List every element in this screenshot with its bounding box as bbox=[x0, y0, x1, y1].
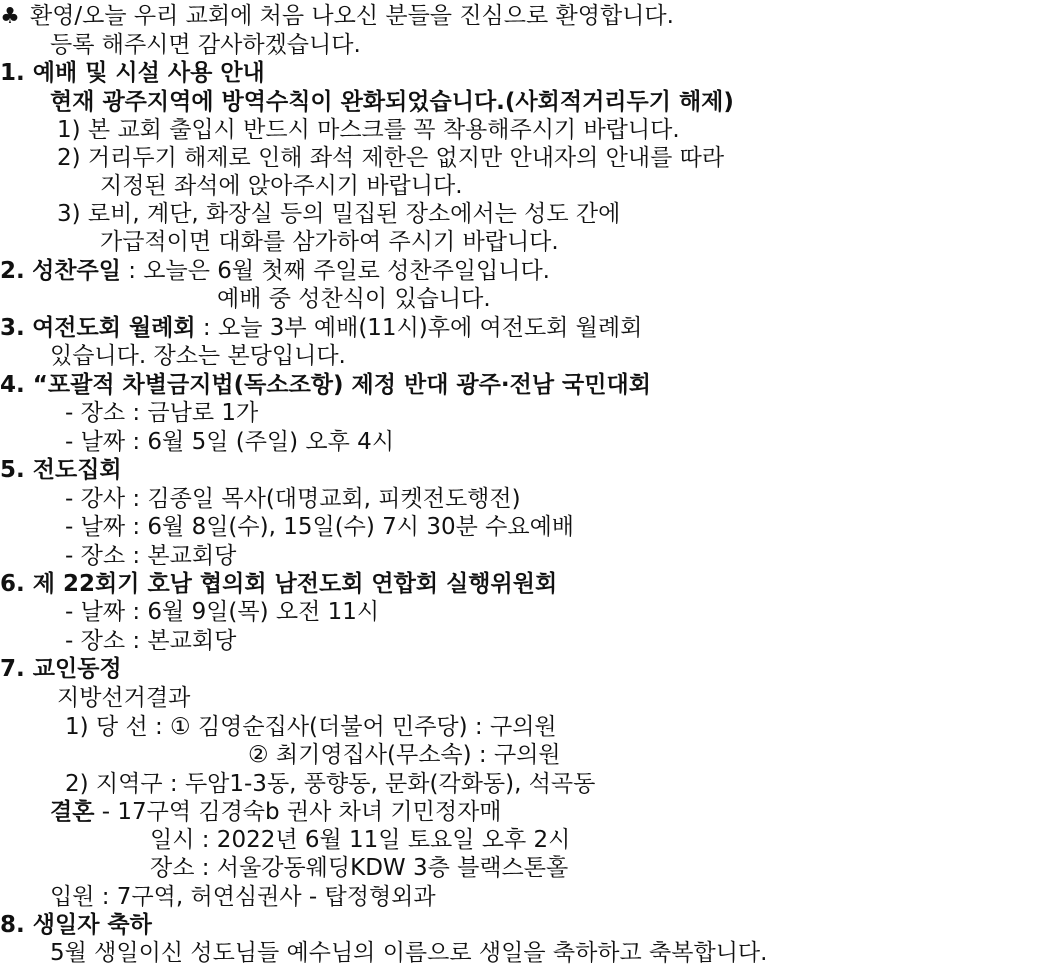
wedding-place: 장소 : 서울강동웨딩KDW 3층 블랙스톤홀 bbox=[150, 855, 569, 881]
section-number: 8. bbox=[0, 912, 25, 938]
wedding-label: 결혼 bbox=[50, 799, 95, 825]
section-title: 여전도회 월례회 bbox=[32, 315, 196, 341]
section-title: “포괄적 차별금지법(독소조항) 제정 반대 광주·전남 국민대회 bbox=[32, 372, 651, 398]
section-3-text: 있습니다. 장소는 본당입니다. bbox=[50, 343, 346, 369]
section-title: 성찬주일 bbox=[32, 258, 121, 284]
election-title: 지방선거결과 bbox=[57, 685, 191, 711]
section-5-heading bbox=[0, 456, 122, 485]
section-6-place: - 장소 : 본교회당 bbox=[65, 628, 237, 654]
section-5-date: - 날짜 : 6월 8일(수), 15일(수) 7시 30분 수요예배 bbox=[65, 514, 575, 540]
section-text: : 오늘 3부 예배(11시)후에 여전도회 월례회 bbox=[195, 315, 643, 341]
section-5-place: - 장소 : 본교회당 bbox=[65, 543, 237, 569]
elected-line-1: 1) 당 선 : ① 김영순집사(더불어 민주당) : 구의원 bbox=[65, 714, 557, 740]
section-title: 생일자 축하 bbox=[32, 912, 152, 938]
section-1-item-3: 3) 로비, 계단, 화장실 등의 밀집된 장소에서는 성도 간에 bbox=[57, 201, 621, 227]
district-line: 2) 지역구 : 두암1-3동, 풍향동, 문화(각화동), 석곡동 bbox=[65, 771, 596, 797]
elected-line-2: ② 최기영집사(무소속) : 구의원 bbox=[248, 742, 561, 768]
section-number: 7. bbox=[0, 656, 25, 682]
registration-line: 등록 해주시면 감사하겠습니다. bbox=[50, 32, 361, 58]
section-4-heading bbox=[0, 371, 651, 400]
section-2-text: 예배 중 성찬식이 있습니다. bbox=[217, 286, 491, 312]
club-icon: ♣ bbox=[0, 4, 20, 29]
wedding-text: - 17구역 김경숙b 권사 차녀 기민정자매 bbox=[94, 799, 502, 825]
section-7-heading bbox=[0, 655, 122, 684]
section-number: 5. bbox=[0, 457, 25, 483]
section-4-place: - 장소 : 금남로 1가 bbox=[65, 400, 259, 426]
section-6-heading bbox=[0, 570, 557, 599]
section-number: 1. bbox=[0, 60, 25, 86]
section-title: 교인동정 bbox=[32, 656, 122, 682]
wedding-date: 일시 : 2022년 6월 11일 토요일 오후 2시 bbox=[150, 827, 571, 853]
section-1-subtitle: 현재 광주지역에 방역수칙이 완화되었습니다.(사회적거리두기 해제) bbox=[50, 89, 734, 115]
section-1-item-2: 2) 거리두기 해제로 인해 좌석 제한은 없지만 안내자의 안내를 따라 bbox=[57, 145, 725, 171]
section-title: 전도집회 bbox=[32, 457, 122, 483]
section-2-heading bbox=[0, 257, 550, 286]
section-title: 제 22회기 호남 협의회 남전도회 연합회 실행위원회 bbox=[32, 571, 558, 597]
hospital-line: 입원 : 7구역, 허연심권사 - 탑정형외과 bbox=[50, 884, 436, 910]
section-5-speaker: - 강사 : 김종일 목사(대명교회, 피켓전도행전) bbox=[65, 486, 521, 512]
section-3-heading bbox=[0, 314, 642, 343]
wedding-line bbox=[50, 798, 502, 827]
section-1-item-2-cont: 지정된 좌석에 앉아주시기 바랍니다. bbox=[100, 173, 463, 199]
section-8-heading bbox=[0, 911, 152, 940]
welcome-text: 환영/오늘 우리 교회에 처음 나오신 분들을 진심으로 환영합니다. bbox=[30, 3, 674, 29]
section-1-item-3-cont: 가급적이면 대화를 삼가하여 주시기 바랍니다. bbox=[100, 229, 559, 255]
section-title: 예배 및 시설 사용 안내 bbox=[32, 60, 265, 86]
section-text: : 오늘은 6월 첫째 주일로 성찬주일입니다. bbox=[120, 258, 550, 284]
section-1-item-1: 1) 본 교회 출입시 반드시 마스크를 꼭 착용해주시기 바랍니다. bbox=[57, 117, 680, 143]
section-1-heading bbox=[0, 59, 265, 88]
section-number: 2. bbox=[0, 258, 25, 284]
section-6-date: - 날짜 : 6월 9일(목) 오전 11시 bbox=[65, 599, 380, 625]
section-8-text: 5월 생일이신 성도님들 예수님의 이름으로 생일을 축하하고 축복합니다. bbox=[50, 940, 768, 966]
section-number: 3. bbox=[0, 315, 25, 341]
section-number: 6. bbox=[0, 571, 25, 597]
welcome-line bbox=[0, 2, 674, 31]
section-4-date: - 날짜 : 6월 5일 (주일) 오후 4시 bbox=[65, 429, 395, 455]
section-number: 4. bbox=[0, 372, 25, 398]
